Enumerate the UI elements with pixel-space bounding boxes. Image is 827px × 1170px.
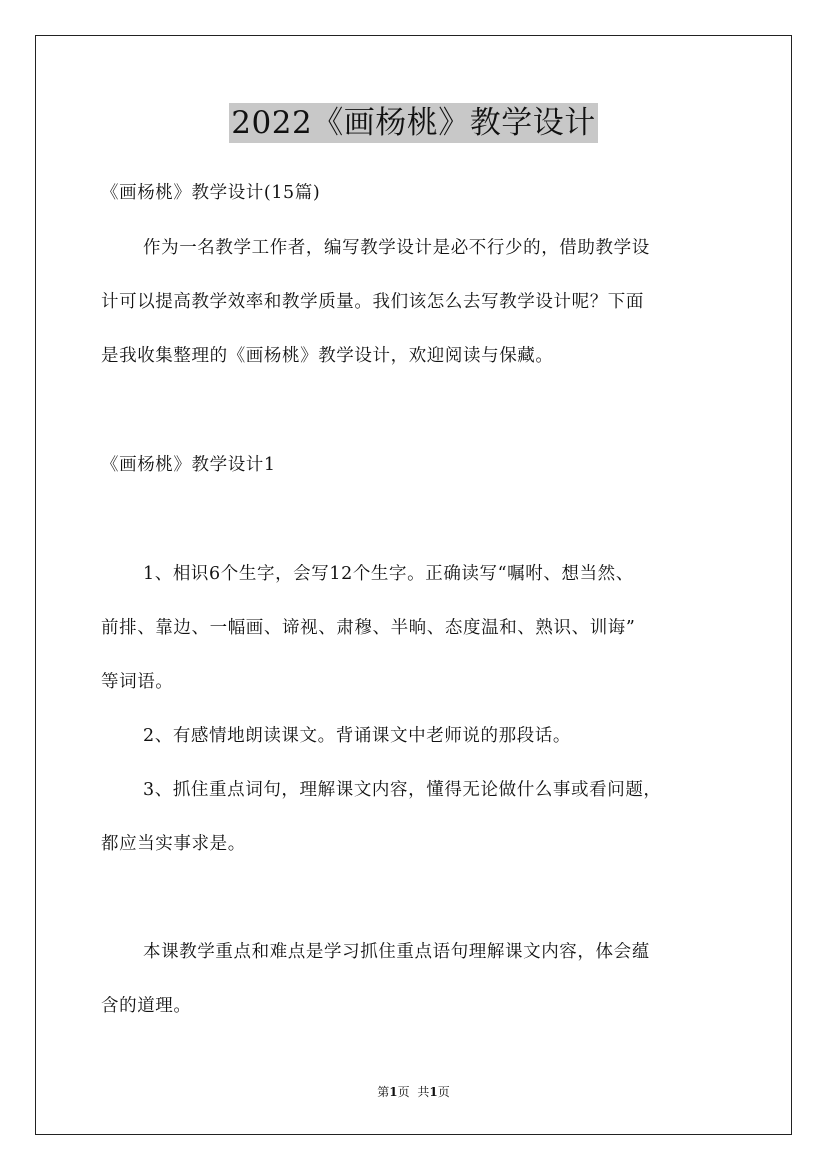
- title-container: [0, 103, 827, 143]
- footer-page-current: 1: [389, 1085, 398, 1099]
- footer-total-unit: 页: [437, 1085, 450, 1099]
- footer-page-total: 1: [429, 1085, 438, 1099]
- footer-page-prefix: 第: [377, 1085, 390, 1099]
- goal1-line-1: 1、相识6个生字，会写12个生字。正确读写“嘱咐、想当然、: [143, 564, 634, 584]
- footer-total-prefix: 共: [417, 1085, 430, 1099]
- section-heading: 《画杨桃》教学设计1: [101, 455, 276, 475]
- goal1-line-2: 前排、靠边、一幅画、谛视、肃穆、半晌、态度温和、熟识、训诲”: [101, 618, 636, 638]
- key-point-line-2: 含的道理。: [101, 996, 192, 1016]
- intro-line-1: 作为一名教学工作者，编写教学设计是必不行少的，借助教学设: [143, 238, 650, 258]
- document-title: 2022《画杨桃》教学设计: [231, 105, 596, 141]
- page-footer: [0, 1084, 827, 1100]
- goal1-line-3: 等词语。: [101, 672, 174, 692]
- goal3-line-1: 3、抓住重点词句，理解课文内容，懂得无论做什么事或看问题，: [143, 780, 662, 800]
- footer-page-unit: 页: [397, 1085, 410, 1099]
- intro-line-3: 是我收集整理的《画杨桃》教学设计，欢迎阅读与保藏。: [101, 346, 554, 366]
- document-subtitle: 《画杨桃》教学设计(15篇): [101, 183, 321, 203]
- goal3-line-2: 都应当实事求是。: [101, 834, 246, 854]
- goal2-line: 2、有感情地朗读课文。背诵课文中老师说的那段话。: [143, 726, 572, 746]
- intro-line-2: 计可以提高教学效率和教学质量。我们该怎么去写教学设计呢？下面: [101, 292, 644, 312]
- key-point-line-1: 本课教学重点和难点是学习抓住重点语句理解课文内容，体会蕴: [143, 942, 650, 962]
